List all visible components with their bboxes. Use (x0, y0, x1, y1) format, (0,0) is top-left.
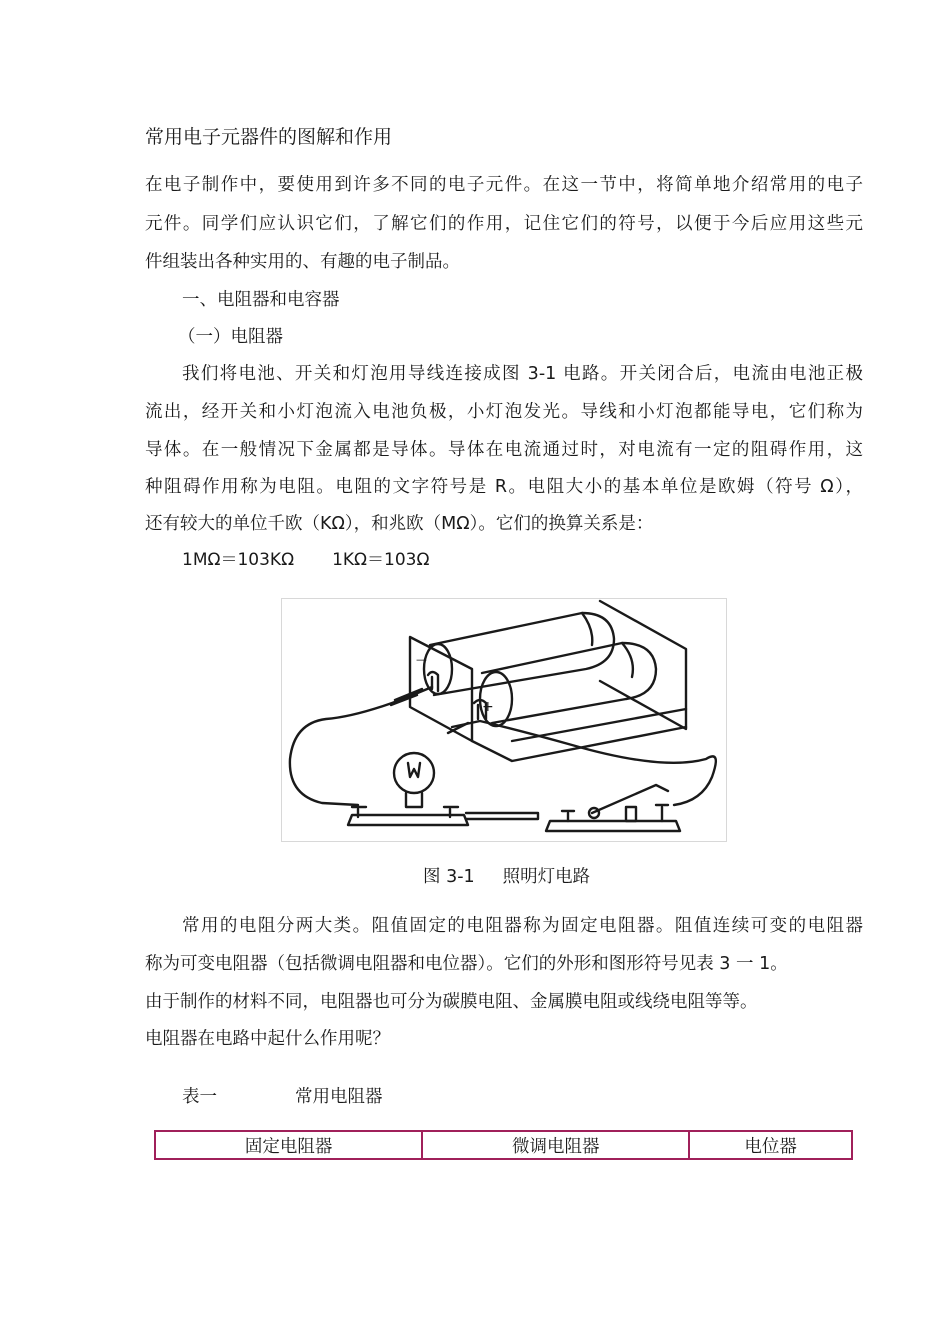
resistor-para-line-3: 导体。在一般情况下金属都是导体。导体在电流通过时，对电流有一定的阻碍作用，这 (145, 440, 863, 460)
switch-contact (626, 807, 636, 821)
wire-positive (452, 721, 716, 805)
table-label: 表一 (182, 1087, 217, 1107)
resistor-para-line-2: 流出，经开关和小灯泡流入电池负极，小灯泡发光。导线和小灯泡都能导电，它们称为 (145, 402, 863, 422)
bulb-socket (406, 793, 422, 807)
holder-base-front (472, 727, 686, 761)
figure-number: 图 3-1 (423, 867, 475, 887)
types-para-line-1: 常用的电阻分两大类。阻值固定的电阻器称为固定电阻器。阻值连续可变的电阻器 (182, 916, 863, 936)
types-para-line-4: 电阻器在电路中起什么作用呢？ (145, 1029, 390, 1049)
resistor-para-line-1: 我们将电池、开关和灯泡用导线连接成图 3-1 电路。开关闭合后，电流由电池正极 (182, 364, 863, 384)
header-trim-resistor: 微调电阻器 (422, 1131, 689, 1159)
formula-mega: 1MΩ＝103KΩ (182, 550, 295, 570)
resistor-table (154, 1130, 853, 1160)
figure-title: 照明灯电路 (502, 867, 591, 887)
page-title: 常用电子元器件的图解和作用 (145, 126, 393, 148)
circuit-figure (281, 598, 727, 842)
header-fixed-resistor: 固定电阻器 (155, 1131, 422, 1159)
intro-line-1: 在电子制作中，要使用到许多不同的电子元件。在这一节中，将简单地介绍常用的电子 (145, 175, 863, 195)
subsection-heading: （一）电阻器 (178, 327, 283, 347)
switch-posts (562, 805, 668, 821)
figure-caption (423, 863, 590, 888)
bridge-wire (466, 813, 538, 819)
intro-line-3: 件组装出各种实用的、有趣的电子制品。 (145, 252, 460, 272)
table-header-row (155, 1131, 852, 1159)
bulb-glass (394, 753, 434, 793)
resistor-para-line-5: 还有较大的单位千欧（KΩ），和兆欧（MΩ）。它们的换算关系是： (145, 514, 654, 534)
circuit-illustration (282, 599, 726, 841)
conversion-formula (182, 545, 467, 570)
table-caption (182, 1083, 383, 1108)
battery-rear (430, 613, 614, 695)
holder-back-plate (600, 601, 686, 729)
header-potentiometer: 电位器 (689, 1131, 852, 1159)
intro-line-2: 元件。同学们应认识它们，了解它们的作用，记住它们的符号，以便于今后应用这些元 (145, 214, 863, 234)
resistor-para-line-4: 种阻碍作用称为电阻。电阻的文字符号是 R。电阻大小的基本单位是欧姆（符号 Ω）， (145, 477, 863, 497)
table-title: 常用电阻器 (295, 1087, 383, 1107)
battery-plus-label: + (482, 699, 494, 715)
types-para-line-2: 称为可变电阻器（包括微调电阻器和电位器）。它们的外形和图形符号见表 3 一 1。 (145, 954, 788, 974)
formula-kilo: 1KΩ＝103Ω (332, 550, 430, 570)
switch-board (546, 821, 680, 831)
switch-lever (592, 785, 668, 813)
section-heading: 一、电阻器和电容器 (182, 290, 340, 310)
battery-minus-label: — (416, 653, 427, 666)
bulb-filament (408, 763, 420, 777)
types-para-line-3: 由于制作的材料不同，电阻器也可分为碳膜电阻、金属膜电阻或线绕电阻等等。 (145, 992, 758, 1012)
